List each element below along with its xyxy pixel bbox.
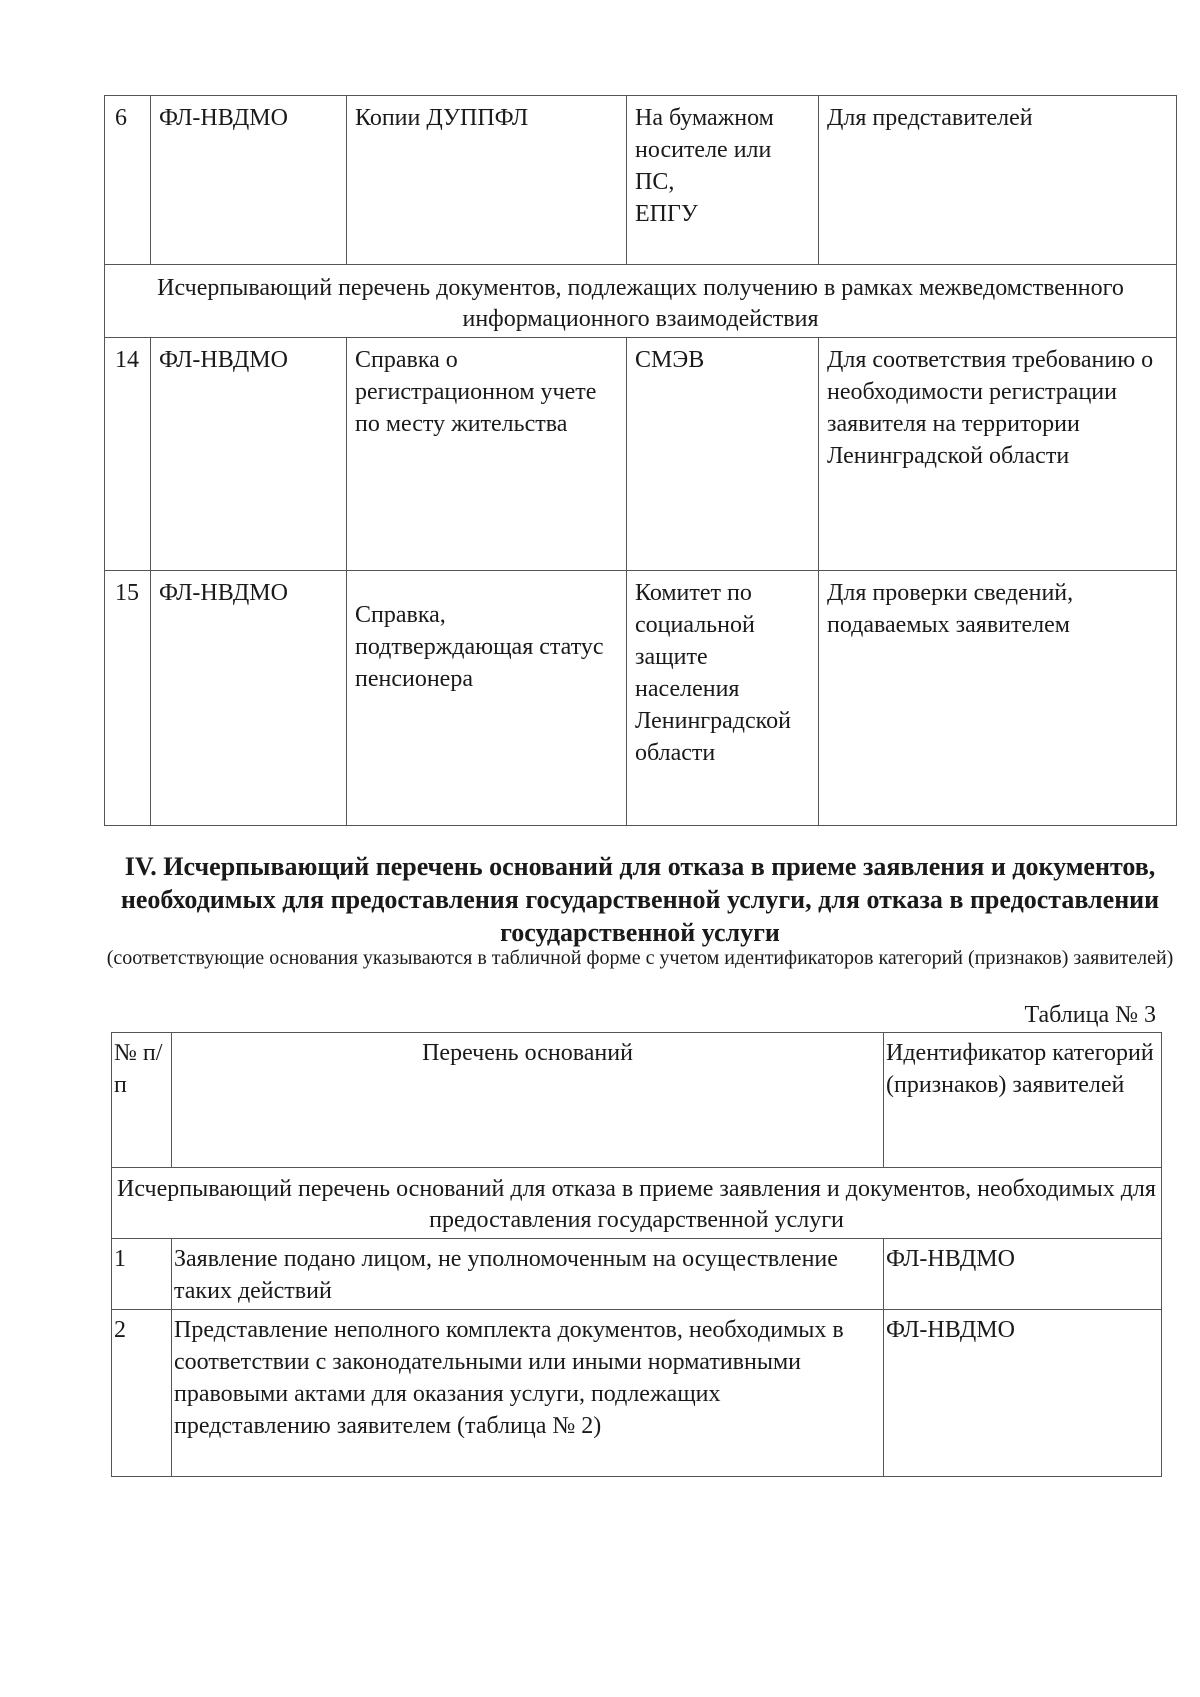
purpose: Для проверки сведений, подаваемых заявителем xyxy=(819,571,1177,826)
submission-method: Комитет по социальной защите населения Ленинградской области xyxy=(627,571,819,826)
section-iv-note: (соответствующие основания указываются в табличной форме с учетом идентификаторов категорий (признаков) заявителей) xyxy=(106,947,1174,969)
category-id: ФЛ-НВДМО xyxy=(151,96,347,265)
section-row xyxy=(112,1168,1162,1239)
table-header-row xyxy=(112,1033,1162,1168)
section-row xyxy=(105,265,1177,338)
category-id: ФЛ-НВДМО xyxy=(151,571,347,826)
section-iv-heading: IV. Исчерпывающий перечень оснований для отказа в приеме заявления и документов, необходимых для предоставления государственной услуги, для отказа в предоставлении государственной услуги xyxy=(120,852,1160,947)
category-id: ФЛ-НВДМО xyxy=(884,1310,1162,1477)
category-id: ФЛ-НВДМО xyxy=(884,1239,1162,1310)
submission-method: На бумажном носителе или ПС, ЕПГУ xyxy=(627,96,819,265)
purpose: Для соответствия требованию о необходимости регистрации заявителя на территории Ленинградской области xyxy=(819,338,1177,571)
header-grounds-list: Перечень оснований xyxy=(172,1033,884,1168)
refusal-grounds-table xyxy=(111,1032,1162,1477)
table-row xyxy=(112,1239,1162,1310)
document-name: Копии ДУППФЛ xyxy=(347,96,627,265)
table-row xyxy=(105,338,1177,571)
table-label: Таблица № 3 xyxy=(1024,1002,1156,1028)
header-number: № п/п xyxy=(112,1033,172,1168)
submission-method: СМЭВ xyxy=(627,338,819,571)
refusal-reason: Представление неполного комплекта документов, необходимых в соответствии с законодательными или иными нормативными правовыми актами для оказания услуги, подлежащих представлению заявителем (таблица № 2) xyxy=(172,1310,884,1477)
table-row xyxy=(112,1310,1162,1477)
category-id: ФЛ-НВДМО xyxy=(151,338,347,571)
row-number: 15 xyxy=(105,571,151,826)
row-number: 2 xyxy=(112,1310,172,1477)
row-number: 6 xyxy=(105,96,151,265)
row-number: 1 xyxy=(112,1239,172,1310)
row-number: 14 xyxy=(105,338,151,571)
table-row xyxy=(105,96,1177,265)
documents-table xyxy=(104,95,1177,826)
refusal-reason: Заявление подано лицом, не уполномоченным на осуществление таких действий xyxy=(172,1239,884,1310)
interagency-section-title: Исчерпывающий перечень документов, подлежащих получению в рамках межведомственного информационного взаимодействия xyxy=(105,265,1177,338)
document-name: Справка, подтверждающая статус пенсионера xyxy=(347,571,627,826)
document-name: Справка о регистрационном учете по месту жительства xyxy=(347,338,627,571)
table-row xyxy=(105,571,1177,826)
header-category-id: Идентификатор категорий (признаков) заявителей xyxy=(884,1033,1162,1168)
purpose: Для представителей xyxy=(819,96,1177,265)
refusal-section-title: Исчерпывающий перечень оснований для отказа в приеме заявления и документов, необходимых для предоставления государственной услуги xyxy=(112,1168,1162,1239)
